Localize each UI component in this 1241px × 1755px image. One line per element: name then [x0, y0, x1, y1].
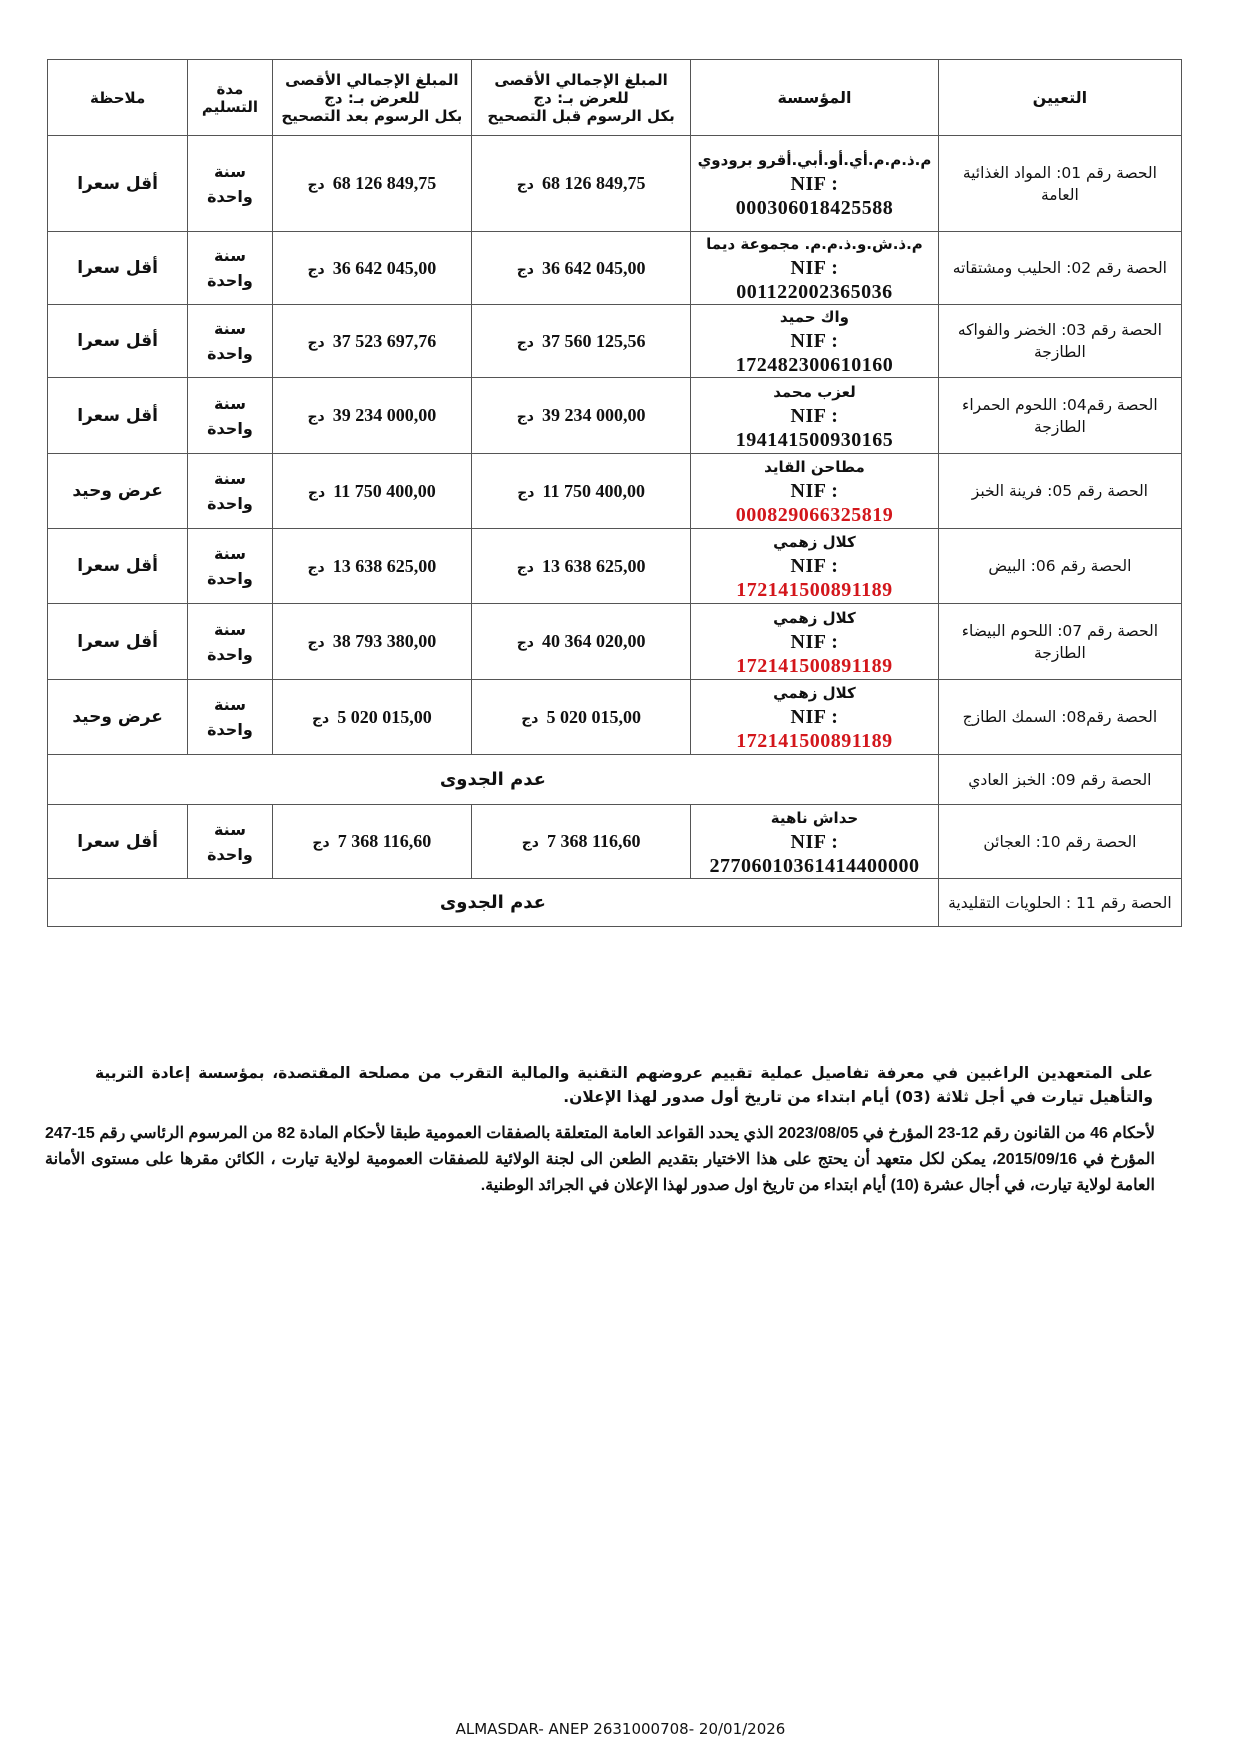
currency-label: دج	[521, 835, 539, 851]
amount-after-correction	[272, 680, 471, 755]
lot-designation: الحصة رقم 07: اللحوم البيضاء الطازجة	[938, 604, 1181, 680]
amount-before-correction	[472, 454, 691, 529]
duration-line: واحدة	[207, 344, 253, 363]
table-row	[48, 755, 1182, 805]
delivery-duration	[188, 529, 272, 604]
remark: أقل سعرا	[48, 805, 188, 879]
company-name: كلال زهمي	[773, 533, 856, 551]
duration-line: سنة	[213, 695, 246, 714]
currency-label: دج	[516, 261, 534, 278]
nif-label: NIF :	[790, 257, 839, 279]
remark: أقل سعرا	[48, 604, 188, 680]
duration-line: واحدة	[207, 569, 253, 588]
lot-designation: الحصة رقم 09: الخبز العادي	[938, 755, 1181, 805]
currency-label: دج	[516, 177, 534, 193]
duration-line: واحدة	[207, 271, 253, 290]
amount-value: 36 642 045,00	[541, 257, 646, 278]
table-row	[48, 378, 1182, 454]
lot-designation: الحصة رقم 01: المواد الغذائية العامة	[938, 136, 1181, 232]
currency-label: دج	[516, 409, 534, 425]
lot-designation: الحصة رقم 06: البيض	[938, 529, 1181, 604]
currency-label: دج	[516, 559, 534, 576]
nif-number: 172141500891189	[736, 654, 893, 677]
currency-label: دج	[307, 409, 325, 425]
nif-number: 27706010361414400000	[709, 854, 920, 877]
header-amount-after	[272, 60, 471, 136]
table-row	[48, 529, 1182, 604]
duration-line: واحدة	[207, 644, 253, 664]
header-remark: ملاحظة	[48, 60, 188, 136]
currency-label: دج	[307, 635, 325, 651]
remark: أقل سعرا	[48, 232, 188, 305]
award-table	[47, 59, 1182, 927]
delivery-duration	[188, 305, 272, 378]
currency-label: دج	[312, 835, 330, 851]
header-duration-line1: مدة	[216, 79, 244, 98]
company-name: م.ذ.ش.و.ذ.م.م. مجموعة ديما	[706, 235, 923, 253]
company-name: مطاحن القايد	[764, 458, 865, 476]
table-row	[48, 136, 1182, 232]
amount-after-correction	[272, 805, 471, 879]
amount-value: 11 750 400,00	[542, 480, 645, 501]
duration-line: سنة	[213, 393, 246, 413]
company-name: م.ذ.م.م.أي.أو.أبي.أقرو برودوي	[697, 150, 932, 169]
header-amount-before-line2: للعرض بـ: دج	[533, 88, 629, 107]
duration-line: واحدة	[207, 418, 253, 438]
duration-line: واحدة	[207, 494, 253, 513]
amount-value: 37 523 697,76	[332, 330, 437, 351]
header-amount-after-line3: بكل الرسوم بعد التصحيح	[281, 106, 463, 125]
delivery-duration	[188, 378, 272, 454]
amount-after-correction	[272, 305, 471, 378]
nif-label: NIF :	[790, 630, 839, 653]
company-name: كلال زهمي	[773, 608, 856, 627]
amount-value: 36 642 045,00	[332, 257, 437, 278]
company-cell	[691, 136, 939, 232]
duration-line: سنة	[213, 246, 246, 265]
nif-label: NIF :	[790, 480, 839, 502]
table-row	[48, 232, 1182, 305]
nif-number: 000829066325819	[735, 504, 894, 526]
lot-designation: الحصة رقم 05: فرينة الخبز	[938, 454, 1181, 529]
company-name: واك حميد	[779, 308, 849, 326]
amount-value: 7 368 116,60	[337, 831, 432, 851]
nif-number: 172482300610160	[735, 354, 894, 376]
amount-after-correction	[272, 529, 471, 604]
lot-designation: الحصة رقم 03: الخضر والفواكه الطازجة	[938, 305, 1181, 378]
table-body	[48, 136, 1182, 927]
currency-label: دج	[307, 484, 326, 501]
duration-line: سنة	[213, 544, 246, 563]
nif-label: NIF :	[790, 555, 839, 577]
amount-after-correction	[272, 604, 471, 680]
amount-value: 5 020 015,00	[546, 706, 641, 727]
amount-before-correction	[472, 232, 691, 305]
paragraph-appeal-notice: لأحكام 46 من القانون رقم 12-23 المؤرخ في 2023/08/05 الذي يحدد القواعد العامة المتعلقة بالصفقات العمومية طبقا لأحكام المادة 82 من المرسوم الرئاسي رقم 15-247 المؤرخ في 2015/09/16، يمكن لكل متعهد أن يحتج على هذا الاختيار بتقديم الطعن الى لجنة الولائية للصفقات العمومية لولاية تيارت ، الكائن مقرها على مستوى الأمانة العامة لولاية تيارت، في أجال عشرة (10) أيام ابتداء من تاريخ اول صدور لهذا الإعلان في الجرائد الوطنية.	[45, 1125, 1156, 1194]
delivery-duration	[188, 136, 272, 232]
company-cell	[691, 305, 939, 378]
amount-value: 5 020 015,00	[337, 706, 432, 727]
company-cell	[691, 805, 939, 879]
header-amount-before-line1: المبلغ الإجمالي الأقصى	[494, 70, 668, 89]
delivery-duration	[188, 805, 272, 879]
nif-label: NIF :	[790, 404, 839, 427]
delivery-duration	[188, 604, 272, 680]
nif-number: 172141500891189	[736, 579, 893, 601]
header-amount-after-line2: للعرض بـ: دج	[324, 88, 420, 107]
amount-value: 38 793 380,00	[332, 631, 437, 651]
amount-value: 68 126 849,75	[541, 173, 646, 193]
nif-number: 001122002365036	[736, 281, 893, 303]
amount-before-correction	[472, 305, 691, 378]
company-cell	[691, 604, 939, 680]
delivery-duration	[188, 232, 272, 305]
delivery-duration	[188, 680, 272, 755]
lot-designation: الحصة رقم 11 : الحلويات التقليدية	[938, 879, 1181, 927]
header-designation: التعيين	[938, 60, 1181, 136]
company-cell	[691, 454, 939, 529]
amount-value: 37 560 125,56	[541, 330, 646, 351]
lot-designation: الحصة رقم04: اللحوم الحمراء الطازجة	[938, 378, 1181, 454]
amount-before-correction	[472, 529, 691, 604]
remark: أقل سعرا	[48, 378, 188, 454]
duration-line: سنة	[213, 619, 246, 639]
duration-line: سنة	[213, 161, 246, 181]
company-cell	[691, 529, 939, 604]
duration-line: واحدة	[207, 720, 253, 739]
amount-value: 39 234 000,00	[541, 405, 646, 425]
currency-label: دج	[516, 635, 534, 651]
paragraph-evaluation-notice: على المتعهدين الراغبين في معرفة تفاصيل عملية تقييم عروضهم التقنية والمالية التقرب من مصلحة المقتصدة، بمؤسسة إعادة التربية والتأهيل تيارت في أجل ثلاثة (03) أيام ابتداء من تاريخ أول صدور لهذا الإعلان.	[95, 1064, 1153, 1106]
duration-line: سنة	[213, 319, 246, 338]
table-row	[48, 879, 1182, 927]
lot-designation: الحصة رقم08: السمك الطازج	[938, 680, 1181, 755]
duration-line: سنة	[213, 819, 246, 839]
nif-number: 194141500930165	[735, 428, 894, 451]
lot-designation: الحصة رقم 02: الحليب ومشتقاته	[938, 232, 1181, 305]
header-amount-after-line1: المبلغ الإجمالي الأقصى	[285, 70, 459, 89]
amount-value: 7 368 116,60	[546, 831, 641, 851]
duration-line: واحدة	[207, 186, 253, 206]
nif-label: NIF :	[790, 706, 839, 728]
remark: عرض وحيد	[48, 454, 188, 529]
nif-label: NIF :	[790, 330, 839, 352]
company-name: حداش ناهية	[770, 808, 859, 827]
table-row	[48, 805, 1182, 879]
currency-label: دج	[311, 710, 330, 727]
amount-value: 68 126 849,75	[332, 173, 437, 193]
currency-label: دج	[516, 334, 534, 351]
amount-after-correction	[272, 454, 471, 529]
amount-value: 11 750 400,00	[333, 480, 436, 501]
amount-before-correction	[472, 805, 691, 879]
table-row	[48, 305, 1182, 378]
table-header-row	[48, 60, 1182, 136]
company-name: كلال زهمي	[773, 684, 856, 702]
lot-designation: الحصة رقم 10: العجائن	[938, 805, 1181, 879]
table-row	[48, 604, 1182, 680]
currency-label: دج	[517, 484, 535, 501]
amount-value: 40 364 020,00	[541, 631, 646, 651]
company-cell	[691, 232, 939, 305]
duration-line: سنة	[213, 469, 246, 488]
currency-label: دج	[307, 261, 325, 278]
nif-label: NIF :	[790, 830, 839, 853]
currency-label: دج	[307, 177, 325, 193]
delivery-duration	[188, 454, 272, 529]
header-duration-line2: التسليم	[201, 97, 259, 116]
amount-after-correction	[272, 378, 471, 454]
header-amount-before-line3: بكل الرسوم قبل التصحيح	[487, 106, 675, 125]
header-amount-before	[472, 60, 691, 136]
amount-before-correction	[472, 680, 691, 755]
company-cell	[691, 378, 939, 454]
nif-number: 000306018425588	[735, 196, 894, 219]
amount-value: 13 638 625,00	[332, 555, 437, 576]
amount-before-correction	[472, 604, 691, 680]
remark: أقل سعرا	[48, 529, 188, 604]
amount-before-correction	[472, 136, 691, 232]
company-name: لعزب محمد	[773, 382, 856, 401]
unsuccessful-status: عدم الجدوى	[48, 755, 939, 805]
table-row	[48, 680, 1182, 755]
amount-value: 39 234 000,00	[332, 405, 437, 425]
remark: أقل سعرا	[48, 305, 188, 378]
amount-after-correction	[272, 136, 471, 232]
remark: عرض وحيد	[48, 680, 188, 755]
currency-label: دج	[307, 334, 325, 351]
currency-label: دج	[521, 710, 539, 727]
nif-label: NIF :	[790, 172, 839, 195]
amount-value: 13 638 625,00	[541, 555, 646, 576]
header-company: المؤسسة	[691, 60, 939, 136]
amount-before-correction	[472, 378, 691, 454]
amount-after-correction	[272, 232, 471, 305]
unsuccessful-status: عدم الجدوى	[48, 879, 939, 927]
header-duration	[188, 60, 272, 136]
table-row	[48, 454, 1182, 529]
remark: أقل سعرا	[48, 136, 188, 232]
company-cell	[691, 680, 939, 755]
duration-line: واحدة	[207, 844, 253, 864]
currency-label: دج	[307, 559, 325, 576]
footer-reference: ALMASDAR- ANEP 2631000708- 20/01/2026	[455, 1720, 786, 1738]
nif-number: 172141500891189	[736, 730, 893, 752]
